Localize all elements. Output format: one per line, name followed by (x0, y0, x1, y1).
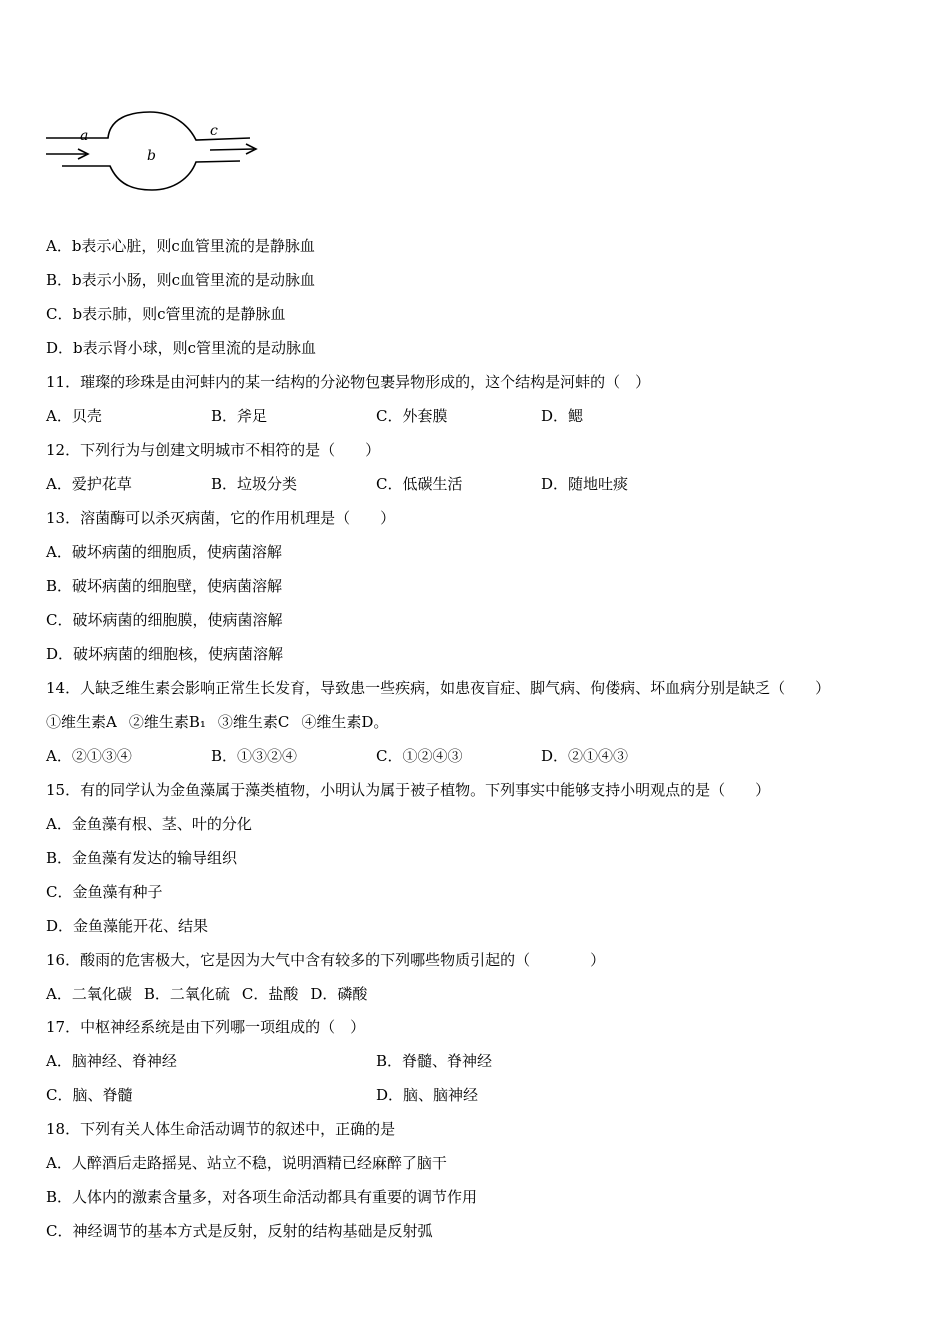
q12-option-a: A．爱护花草 (46, 475, 132, 493)
q15-option-c: C．金鱼藻有种子 (46, 883, 163, 901)
q15-option-a: A．金鱼藻有根、茎、叶的分化 (46, 815, 252, 833)
q17-option-a: A．脑神经、脊神经 (46, 1052, 177, 1070)
q10-option-a: A．b表示心脏，则c血管里流的是静脉血 (46, 237, 315, 255)
q13-stem: 13．溶菌酶可以杀灭病菌，它的作用机理是（ ） (46, 509, 396, 527)
q18-option-c: C．神经调节的基本方式是反射，反射的结构基础是反射弧 (46, 1222, 433, 1240)
q12-options (46, 474, 950, 494)
q17-option-c: C．脑、脊髓 (46, 1086, 133, 1104)
q16-stem: 16．酸雨的危害极大，它是因为大气中含有较多的下列哪些物质引起的（ ） (46, 951, 606, 969)
label-a: a (80, 128, 89, 144)
q16-option-b: B．二氧化硫 (143, 985, 230, 1003)
q11-option-a: A．贝壳 (46, 407, 102, 425)
q10-option-d: D．b表示肾小球，则c管里流的是动脉血 (46, 339, 317, 357)
q11-option-c: C．外套膜 (376, 407, 448, 425)
q12-option-d: D．随地吐痰 (541, 475, 629, 493)
q14-item-4: ④维生素D。 (301, 713, 389, 731)
q10-option-c: C．b表示肺，则c管里流的是静脉血 (46, 305, 286, 323)
q16-options (46, 984, 950, 1004)
q17-option-d: D．脑、脑神经 (376, 1086, 479, 1104)
q14-option-a: A．②①③④ (46, 747, 132, 765)
q12-stem: 12．下列行为与创建文明城市不相符的是（ ） (46, 441, 381, 459)
q16-option-a: A．二氧化碳 (46, 985, 132, 1003)
q14-option-b: B．①③②④ (211, 747, 298, 765)
q13-option-b: B．破坏病菌的细胞壁，使病菌溶解 (46, 577, 283, 595)
blood-flow-diagram (40, 108, 270, 198)
q17-option-b: B．脊髓、脊神经 (376, 1052, 493, 1070)
q14-items (46, 712, 950, 732)
q17-options-row2 (46, 1085, 950, 1105)
q14-item-1: ①维生素A (46, 713, 117, 731)
q16-option-d: D．磷酸 (310, 985, 368, 1003)
q14-item-3: ③维生素C (217, 713, 290, 731)
q13-option-a: A．破坏病菌的细胞质，使病菌溶解 (46, 543, 282, 561)
q13-option-c: C．破坏病菌的细胞膜，使病菌溶解 (46, 611, 283, 629)
q14-option-d: D．②①④③ (541, 747, 629, 765)
q11-option-d: D．鳃 (541, 407, 584, 425)
q18-option-a: A．人醉酒后走路摇晃、站立不稳，说明酒精已经麻醉了脑干 (46, 1154, 447, 1172)
q12-option-b: B．垃圾分类 (211, 475, 298, 493)
q15-option-b: B．金鱼藻有发达的输导组织 (46, 849, 238, 867)
q14-item-2: ②维生素B₁ (128, 713, 206, 731)
q11-options (46, 406, 950, 426)
q17-stem: 17．中枢神经系统是由下列哪一项组成的（ ） (46, 1018, 366, 1036)
q18-option-b: B．人体内的激素含量多，对各项生命活动都具有重要的调节作用 (46, 1188, 478, 1206)
q14-options (46, 746, 950, 766)
q12-option-c: C．低碳生活 (376, 475, 463, 493)
q15-option-d: D．金鱼藻能开花、结果 (46, 917, 209, 935)
q14-stem: 14．人缺乏维生素会影响正常生长发育，导致患一些疾病，如患夜盲症、脚气病、佝偻病、坏血病分别是缺乏（ ） (46, 679, 831, 697)
q11-option-b: B．斧足 (211, 407, 268, 425)
q13-option-d: D．破坏病菌的细胞核，使病菌溶解 (46, 645, 284, 663)
q11-stem: 11．璀璨的珍珠是由河蚌内的某一结构的分泌物包裹异物形成的，这个结构是河蚌的（ ） (46, 373, 651, 391)
q18-stem: 18．下列有关人体生命活动调节的叙述中，正确的是 (46, 1120, 396, 1138)
label-b: b (147, 148, 156, 164)
q16-option-c: C．盐酸 (241, 985, 299, 1003)
blood-flow-figure (40, 108, 270, 198)
q10-option-b: B．b表示小肠，则c血管里流的是动脉血 (46, 271, 316, 289)
label-c: c (210, 123, 218, 139)
q17-options-row1 (46, 1051, 950, 1071)
q14-option-c: C．①②④③ (376, 747, 463, 765)
q15-stem: 15．有的同学认为金鱼藻属于藻类植物，小明认为属于被子植物。下列事实中能够支持小明观点的是（ ） (46, 781, 771, 799)
